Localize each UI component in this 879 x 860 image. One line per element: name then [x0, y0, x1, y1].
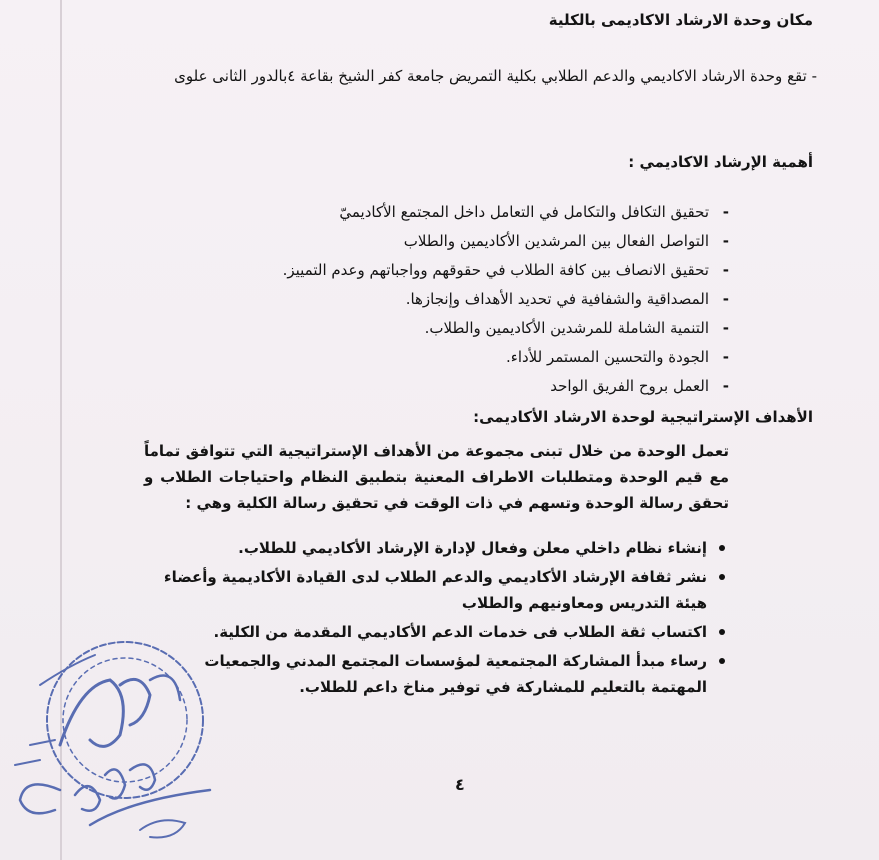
goals-heading: الأهداف الإستراتيجية لوحدة الارشاد الأكاديمى: [473, 408, 813, 426]
list-item: - الجودة والتحسين المستمر للأداء. [169, 343, 729, 372]
list-item: رساء مبدأ المشاركة المجتمعية لمؤسسات المجتمع المدني والجمعيات المهتمة بالتعليم للمشاركة في توفير مناخ داعم للطلاب. [144, 648, 729, 700]
list-item: - المصداقية والشفافية في تحديد الأهداف وإنجازها. [169, 285, 729, 314]
location-heading: مكان وحدة الارشاد الاكاديمى بالكلية [548, 11, 813, 29]
list-item: نشر ثقافة الإرشاد الأكاديمي والدعم الطلاب لدى القيادة الأكاديمية وأعضاء هيئة التدريس ومعاونيهم والطلاب [144, 564, 729, 616]
importance-list [169, 198, 729, 401]
list-item: - التنمية الشاملة للمرشدين الأكاديمين والطلاب. [169, 314, 729, 343]
goals-list [144, 535, 729, 700]
list-item: - العمل بروح الفريق الواحد [169, 372, 729, 401]
location-text: - تقع وحدة الارشاد الاكاديمي والدعم الطلابي بكلية التمريض جامعة كفر الشيخ بقاعة ٤بالدور الثانى علوى [174, 67, 817, 85]
list-item: - تحقيق الانصاف بين كافة الطلاب في حقوقهم وواجباتهم وعدم التمييز. [169, 256, 729, 285]
list-item: - تحقيق التكافل والتكامل في التعامل داخل المجتمع الأكاديميّ [169, 198, 729, 227]
page-number: ٤ [455, 775, 465, 794]
importance-heading: أهمية الإرشاد الاكاديمي : [628, 153, 813, 171]
list-item: - التواصل الفعال بين المرشدين الأكاديمين والطلاب [169, 227, 729, 256]
list-item: اكتساب ثقة الطلاب فى خدمات الدعم الأكاديمي المقدمة من الكلية. [144, 619, 729, 645]
goals-intro: تعمل الوحدة من خلال تبنى مجموعة من الأهداف الإستراتيجية التي تتوافق تماماً مع قيم الوحدة ومتطلبات الاطراف المعنية بتطبيق النظام واحتياجات الطلاب و تحقق رسالة الوحدة وتسهم في ذات الوقت في تحقيق رسالة الكلية وهي : [144, 442, 729, 512]
list-item: إنشاء نظام داخلي معلن وفعال لإدارة الإرشاد الأكاديمي للطلاب. [144, 535, 729, 561]
seal-stamp-icon [0, 625, 230, 860]
